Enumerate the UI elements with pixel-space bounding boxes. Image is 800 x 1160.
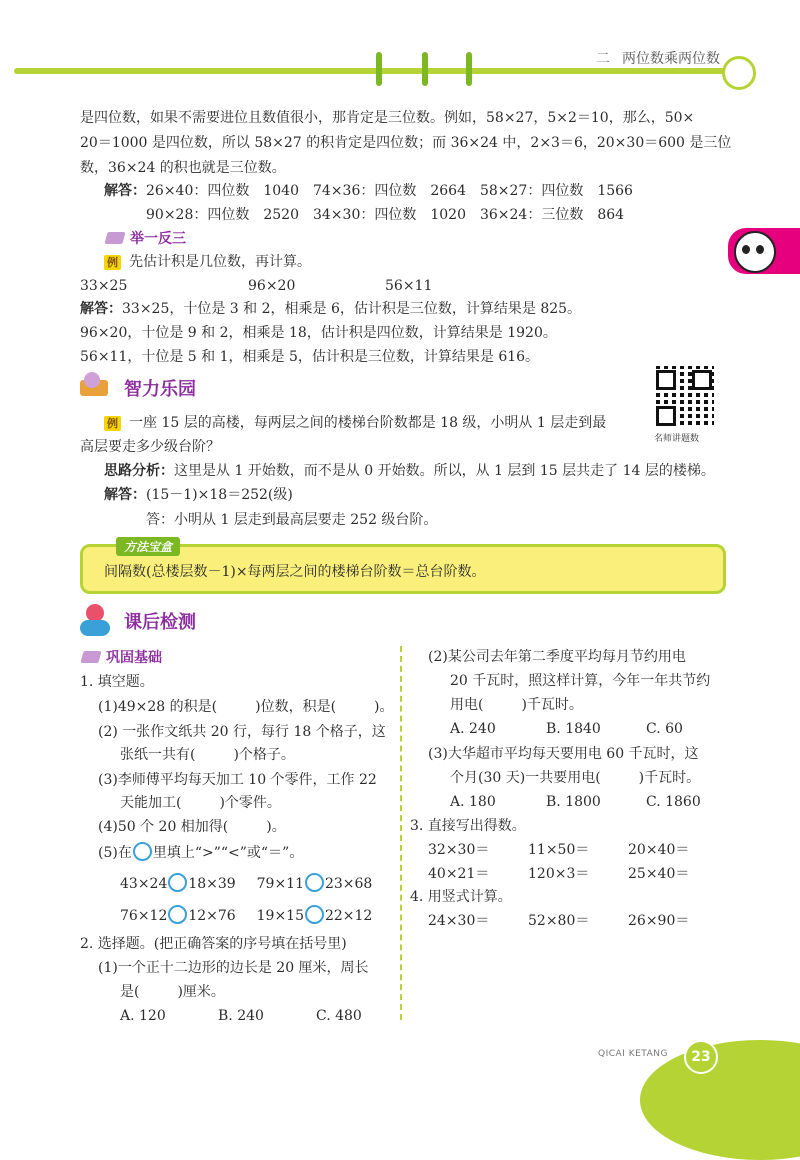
- example-tag: 例: [104, 416, 121, 431]
- q1-d: [98, 817, 286, 837]
- q1-d-part2: )。: [266, 819, 286, 835]
- answer-text: 33×25，十位是 3 和 2，相乘是 6，估计积是三位数，计算结果是 825。: [122, 301, 582, 317]
- q1-compare-row-2: [120, 905, 372, 926]
- compare-left: 19×15: [256, 908, 304, 924]
- compare-right: 18×39: [188, 876, 236, 892]
- puzzle-line-2: 高层要走多少级台阶？: [80, 439, 220, 455]
- column-divider: [400, 646, 402, 1020]
- q3-r2-1: 40×21＝: [428, 866, 490, 882]
- compare-right: 23×68: [324, 876, 373, 892]
- analysis-text: 这里是从 1 开始数，而不是从 0 开始数。所以，从 1 层到 15 层共走了 14 层的楼梯。: [174, 463, 715, 479]
- puzzle-text-1: 一座 15 层的高楼，每两层之间的楼梯台阶数都是 18 级，小明从 1 层走到最: [129, 415, 607, 431]
- puzzle-icon: [76, 370, 112, 400]
- q3-r1-3: 20×40＝: [628, 842, 690, 858]
- q4-title: 4. 用竖式计算。: [410, 889, 512, 905]
- q1-b2-part2: )个格子。: [233, 747, 295, 763]
- q1-c2: [120, 793, 281, 813]
- puzzle-line-1: [104, 413, 606, 433]
- compare-circle[interactable]: [305, 905, 324, 924]
- q2-b2: 20 千瓦时，照这样计算，今年一年共节约: [450, 673, 711, 689]
- q1-c1: (3)李师傅平均每天加工 10 个零件，工作 22: [98, 772, 377, 788]
- answer-label: 解答：: [104, 183, 146, 199]
- q3-title: 3. 直接写出得数。: [410, 818, 526, 834]
- intro-answer-line-2: 90×28：四位数 2520 34×30：四位数 1020 36×24：三位数 864: [146, 207, 625, 223]
- compare-right: 22×12: [324, 908, 373, 924]
- compare-circle[interactable]: [168, 873, 187, 892]
- q1-d-part1: (4)50 个 20 相加得(: [98, 819, 229, 835]
- header-badge-icon: [722, 56, 756, 90]
- practice-item-3: 56×11: [385, 278, 433, 294]
- q1-a-part1: (1)49×28 的积是(: [98, 699, 218, 715]
- intro-line-2: 20＝1000 是四位数，所以 58×27 的积肯定是四位数；而 36×24 中，2×3＝6，20×30＝600 是三位: [80, 135, 732, 151]
- puzzle-reply: 答：小明从 1 层走到最高层要走 252 级台阶。: [146, 512, 438, 528]
- q2-a2-part1: 是(: [120, 984, 140, 1000]
- answer-label: 解答：: [80, 301, 122, 317]
- q2-b3-part1: 用电(: [450, 697, 484, 713]
- compare-circle[interactable]: [305, 873, 324, 892]
- q1-b2: [120, 745, 295, 765]
- compare-left: 79×11: [256, 876, 304, 892]
- q1-e: [98, 842, 303, 863]
- q1-e-part1: (5)在: [98, 845, 132, 861]
- q2-c2-part2: )千瓦时。: [638, 770, 701, 786]
- check-icon: [76, 602, 114, 640]
- q2-b3-part2: )千瓦时。: [521, 697, 583, 713]
- compare-left: 76×12: [120, 908, 168, 924]
- q4-3: 26×90＝: [628, 913, 690, 929]
- header-pin-2: [422, 52, 428, 86]
- q2-c2-part1: 个月(30 天)一共要用电(: [450, 770, 601, 786]
- q1-c2-part1: 天能加工(: [120, 795, 182, 811]
- practice-answer-2: 96×20，十位是 9 和 2，相乘是 18，估计积是四位数，计算结果是 1920。: [80, 325, 557, 341]
- q2-title: 2. 选择题。(把正确答案的序号填在括号里): [80, 936, 347, 952]
- answer-text: (15－1)×18＝252(级): [146, 487, 293, 503]
- q1-b1: (2) 一张作文纸共 20 行，每行 18 个格子，这: [98, 724, 386, 740]
- q1-a-part3: )。: [374, 699, 394, 715]
- q2-b-opt-b[interactable]: B. 1840: [546, 721, 601, 737]
- practice-example: [104, 252, 311, 272]
- q2-c-opt-c[interactable]: C. 1860: [646, 794, 701, 810]
- header-chapter: 二: [596, 51, 610, 67]
- q2-b3: [450, 695, 583, 715]
- intro-line-1: 是四位数，如果不需要进位且数值很小，那肯定是三位数。例如，58×27，5×2＝10，那么，50×: [80, 110, 695, 126]
- q1-c2-part2: )个零件。: [219, 795, 281, 811]
- practice-title: 举一反三: [130, 231, 186, 247]
- compare-left: 43×24: [120, 876, 168, 892]
- q2-b-opt-c[interactable]: C. 60: [646, 721, 683, 737]
- q3-r1-2: 11×50＝: [528, 842, 590, 858]
- example-text: 先估计积是几位数，再计算。: [129, 254, 311, 270]
- q2-a2-part2: )厘米。: [177, 984, 225, 1000]
- q3-r1-1: 32×30＝: [428, 842, 490, 858]
- page-number: 23: [684, 1040, 718, 1074]
- q4-2: 52×80＝: [528, 913, 590, 929]
- q2-b-opt-a[interactable]: A. 240: [450, 721, 496, 737]
- practice-item-2: 96×20: [248, 278, 296, 294]
- puzzle-analysis: [104, 461, 715, 481]
- q2-a-opt-c[interactable]: C. 480: [316, 1008, 362, 1024]
- header-bar: [14, 68, 734, 74]
- puzzle-title: 智力乐园: [124, 379, 196, 400]
- q2-a1: (1)一个正十二边形的边长是 20 厘米，周长: [98, 960, 369, 976]
- header-pin-3: [466, 52, 472, 86]
- footer-brand: QICAI KETANG: [598, 1049, 668, 1059]
- analysis-label: 思路分析：: [104, 463, 174, 479]
- practice-answer-3: 56×11，十位是 5 和 1，相乘是 5，估计积是三位数，计算结果是 616。: [80, 349, 540, 365]
- method-text: 间隔数(总楼层数－1)×每两层之间的楼梯台阶数＝总台阶数。: [104, 564, 486, 580]
- q2-c-opt-a[interactable]: A. 180: [450, 794, 496, 810]
- method-title: 方法宝盒: [116, 537, 180, 556]
- q1-title: 1. 填空题。: [80, 674, 154, 690]
- q2-b1: (2)某公司去年第二季度平均每月节约用电: [428, 649, 686, 665]
- answer-text: 26×40：四位数 1040 74×36：四位数 2664 58×27：四位数 1566: [146, 183, 633, 199]
- q3-r2-2: 120×3＝: [528, 866, 590, 882]
- q2-a-opt-b[interactable]: B. 240: [218, 1008, 264, 1024]
- answer-label: 解答：: [104, 487, 146, 503]
- panda-icon: [734, 231, 776, 273]
- example-tag: 例: [104, 255, 121, 270]
- qr-code[interactable]: [652, 366, 714, 428]
- q2-c2: [450, 768, 700, 788]
- intro-answer-line-1: [104, 181, 633, 201]
- intro-line-3: 数，36×24 的积也就是三位数。: [80, 160, 286, 176]
- q4-1: 24×30＝: [428, 913, 490, 929]
- book-icon: [104, 232, 125, 244]
- practice-answer-1: [80, 299, 581, 319]
- q1-b2-part1: 张纸一共有(: [120, 747, 196, 763]
- q1-compare-row-1: [120, 873, 372, 894]
- check-sub: 巩固基础: [106, 650, 162, 666]
- header-title: 两位数乘两位数: [622, 51, 720, 67]
- q2-a2: [120, 982, 225, 1002]
- q3-r2-3: 25×40＝: [628, 866, 690, 882]
- header-pin-1: [376, 52, 382, 86]
- check-title: 课后检测: [124, 612, 196, 633]
- q1-e-part2: 里填上“>”“<”或“＝”。: [152, 845, 304, 861]
- book-icon-2: [80, 651, 101, 663]
- qr-caption: 名师讲题数: [654, 434, 700, 444]
- circle-icon: [133, 842, 152, 861]
- compare-circle[interactable]: [168, 905, 187, 924]
- q1-a: [98, 697, 394, 717]
- q2-c-opt-b[interactable]: B. 1800: [546, 794, 601, 810]
- compare-right: 12×76: [188, 908, 236, 924]
- q2-c1: (3)大华超市平均每天要用电 60 千瓦时，这: [428, 746, 699, 762]
- q2-a-opt-a[interactable]: A. 120: [120, 1008, 166, 1024]
- practice-item-1: 33×25: [80, 278, 128, 294]
- q1-a-part2: )位数，积是(: [255, 699, 337, 715]
- puzzle-answer: [104, 485, 293, 505]
